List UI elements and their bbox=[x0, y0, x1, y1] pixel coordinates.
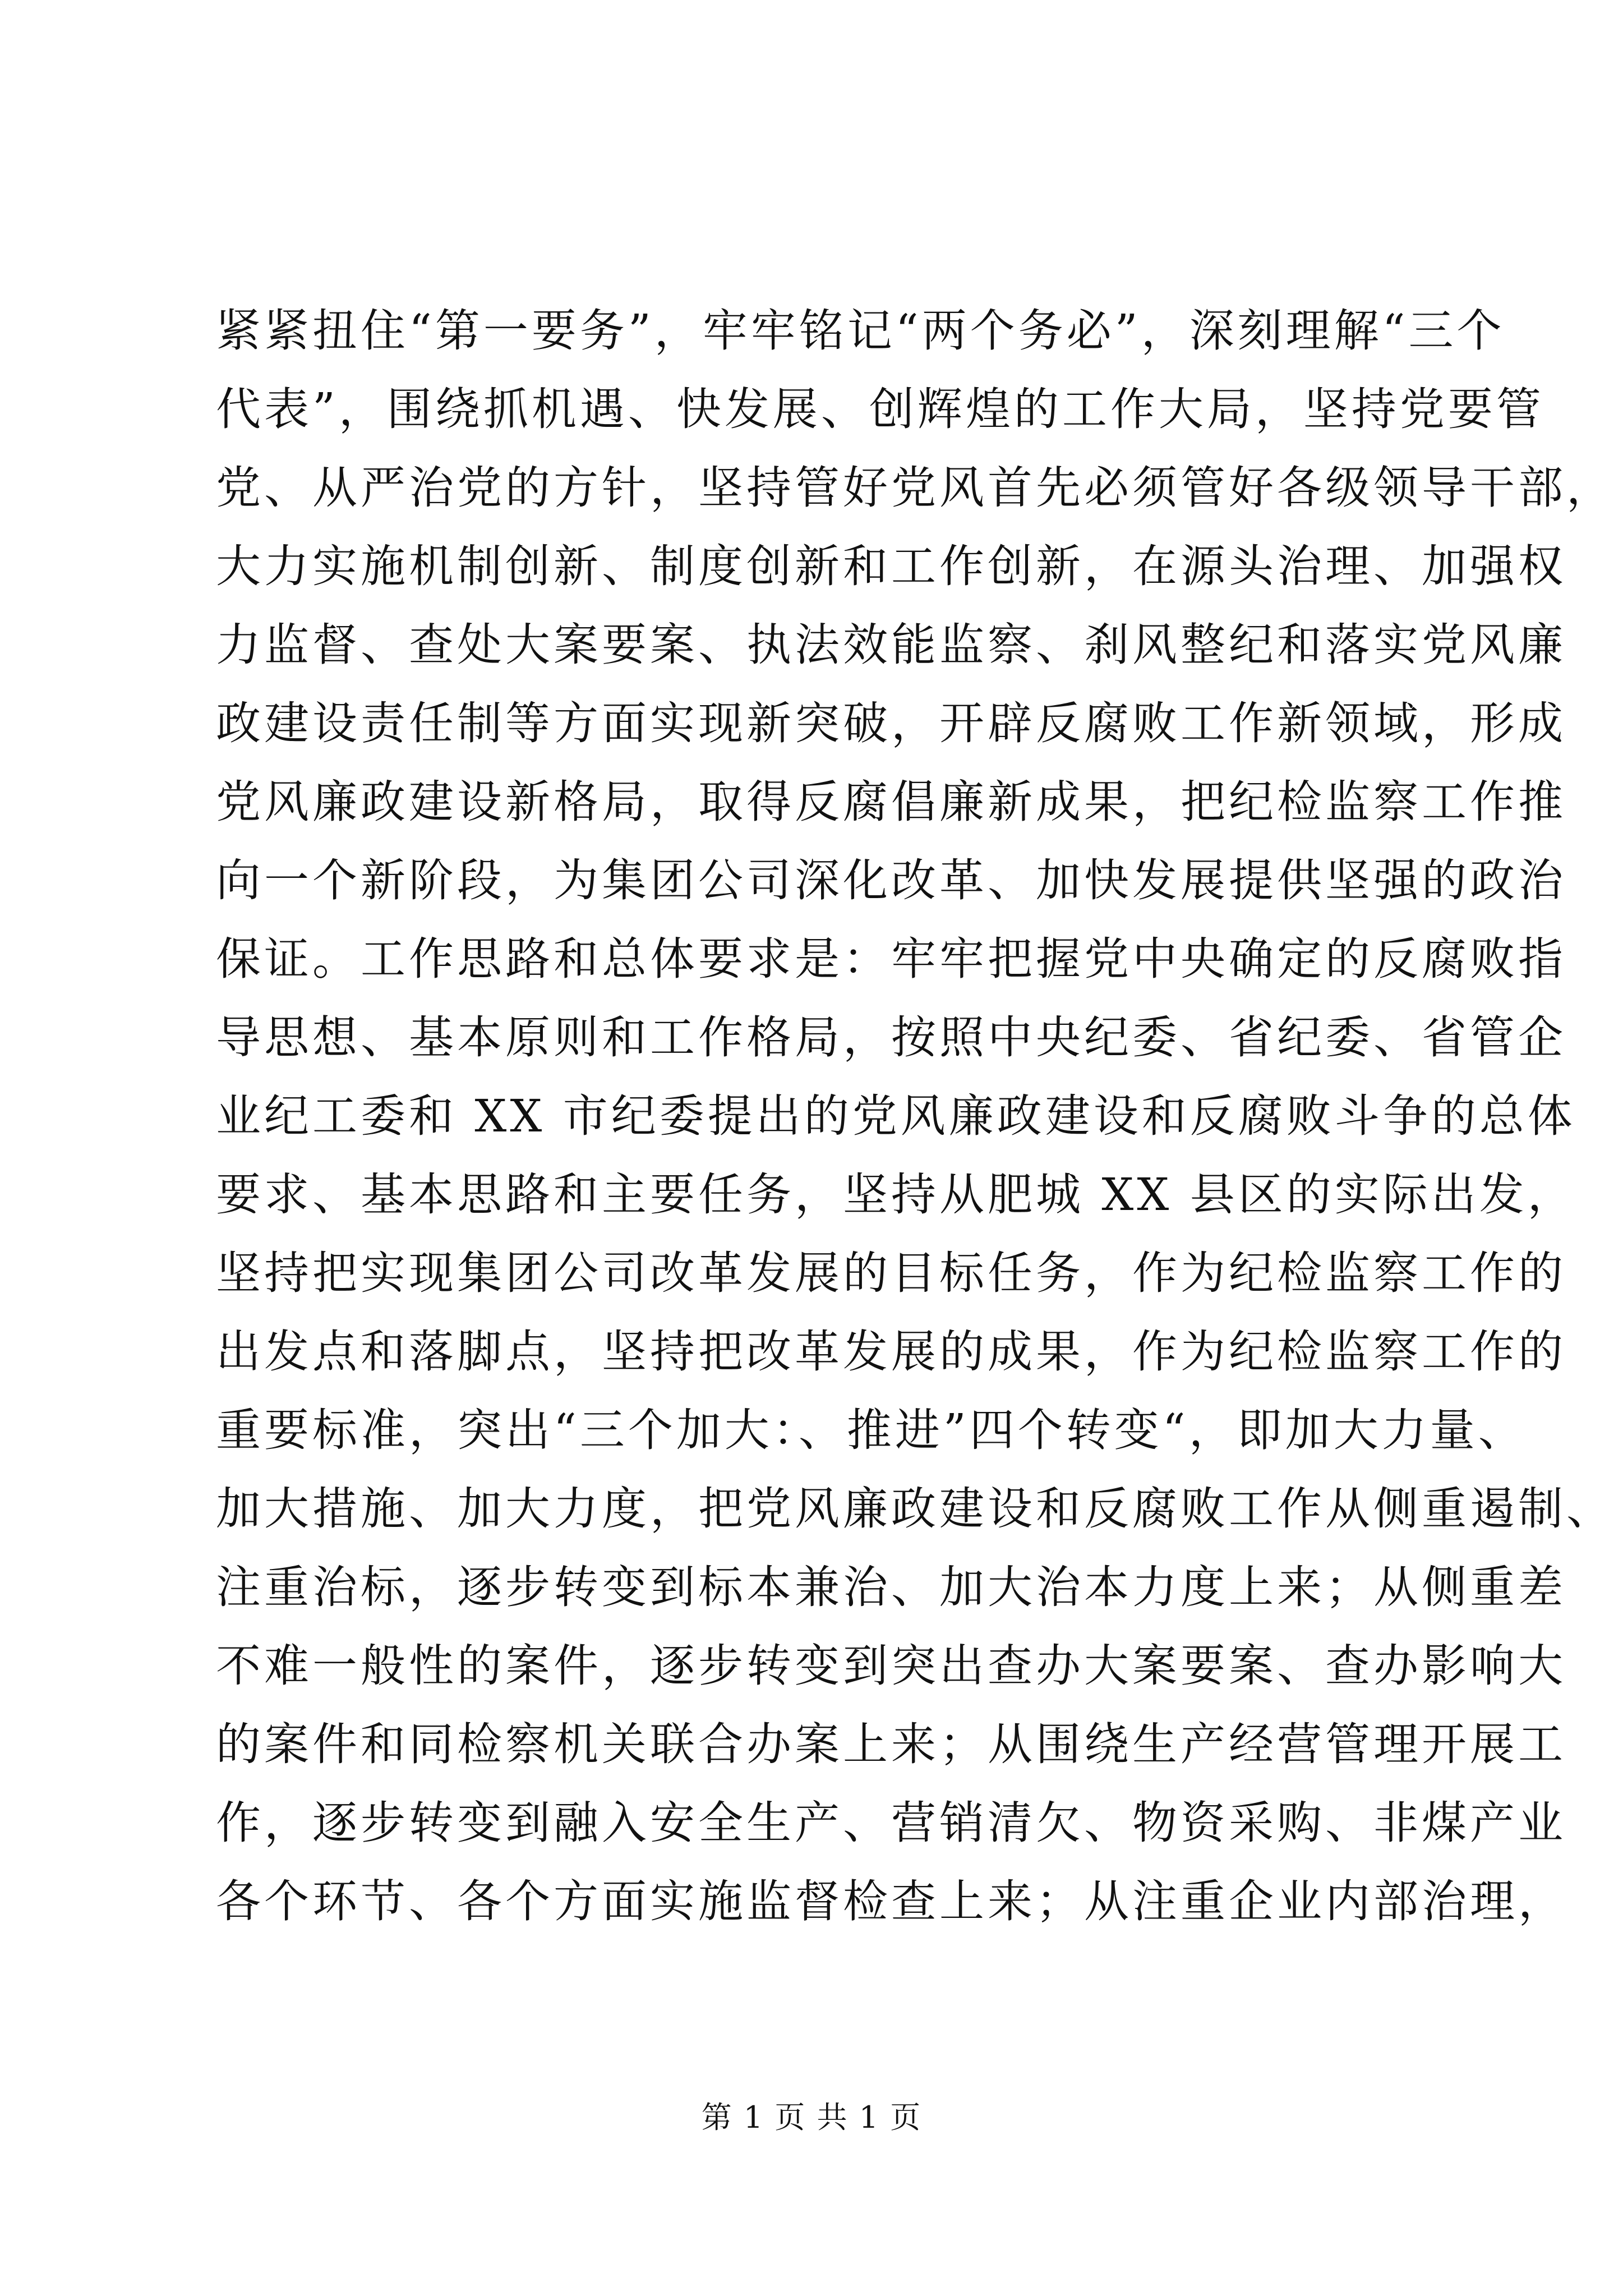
text-line: 党、从严治党的方针，坚持管好党风首先必须管好各级领导干部， bbox=[216, 462, 1615, 514]
text-line: 紧紧扭住“第一要务”，牢牢铭记“两个务必”，深刻理解“三个 bbox=[216, 305, 1505, 357]
text-line: 注重治标，逐步转变到标本兼治、加大治本力度上来；从侧重差 bbox=[216, 1561, 1566, 1613]
text-line: 坚持把实现集团公司改革发展的目标任务，作为纪检监察工作的 bbox=[216, 1247, 1566, 1299]
text-line: 党风廉政建设新格局，取得反腐倡廉新成果，把纪检监察工作推 bbox=[216, 776, 1566, 828]
text-line: 代表”，围绕抓机遇、快发展、创辉煌的工作大局，坚持党要管 bbox=[216, 383, 1544, 435]
text-line: 要求、基本思路和主要任务，坚持从肥城 XX 县区的实际出发， bbox=[216, 1168, 1576, 1221]
body-paragraph bbox=[216, 292, 1615, 1941]
text-line: 政建设责任制等方面实现新突破，开辟反腐败工作新领域，形成 bbox=[216, 697, 1566, 749]
text-line: 导思想、基本原则和工作格局，按照中央纪委、省纪委、省管企 bbox=[216, 1011, 1566, 1064]
text-line: 作，逐步转变到融入安全生产、营销清欠、物资采购、非煤产业 bbox=[216, 1797, 1566, 1849]
text-line: 出发点和落脚点，坚持把改革发展的成果，作为纪检监察工作的 bbox=[216, 1326, 1566, 1378]
text-line: 向一个新阶段，为集团公司深化改革、加快发展提供坚强的政治 bbox=[216, 854, 1566, 907]
text-line: 的案件和同检察机关联合办案上来；从围绕生产经营管理开展工 bbox=[216, 1718, 1566, 1770]
text-line: 大力实施机制创新、制度创新和工作创新，在源头治理、加强权 bbox=[216, 540, 1566, 592]
text-line: 业纪工委和 XX 市纪委提出的党风廉政建设和反腐败斗争的总体 bbox=[216, 1090, 1576, 1142]
text-line: 保证。工作思路和总体要求是：牢牢把握党中央确定的反腐败指 bbox=[216, 933, 1566, 985]
text-line: 不难一般性的案件，逐步转变到突出查办大案要案、查办影响大 bbox=[216, 1640, 1566, 1692]
text-line: 力监督、查处大案要案、执法效能监察、刹风整纪和落实党风廉 bbox=[216, 619, 1566, 671]
page-number: 第 1 页 共 1 页 bbox=[701, 2100, 922, 2135]
page-footer bbox=[0, 2095, 1623, 2140]
text-line: 加大措施、加大力度，把党风廉政建设和反腐败工作从侧重遏制、 bbox=[216, 1483, 1615, 1535]
text-line: 重要标准，突出“三个加大：、推进”四个转变“，即加大力量、 bbox=[216, 1404, 1527, 1456]
text-line: 各个环节、各个方面实施监督检查上来；从注重企业内部治理， bbox=[216, 1875, 1566, 1927]
